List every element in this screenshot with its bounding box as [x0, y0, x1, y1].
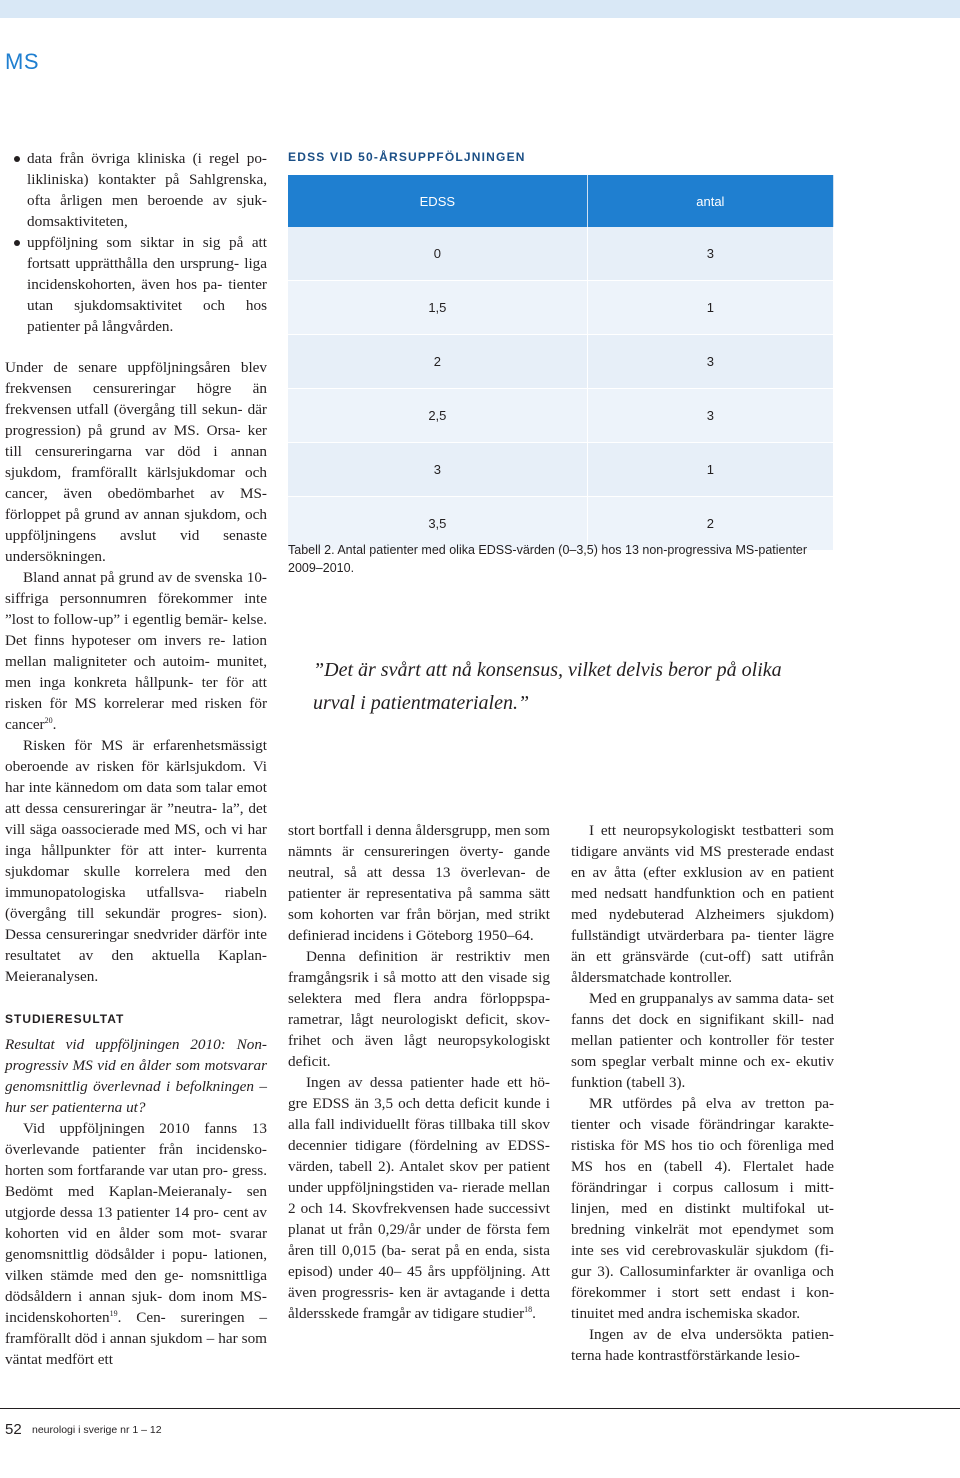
edss-value: 0 — [288, 227, 587, 281]
count-value: 3 — [587, 389, 833, 443]
paragraph-text: Ingen av dessa patienter hade ett hö- gre EDSS än 3,5 och detta deficit kunde i alla fall individuellt föras tillbaka till skov decennier tidigare (fördelning av EDSS-värden, tabell 2). Antalet skov per patient under uppföljningstiden va- rierade mellan 2 och 14. Skovfrekvensen hade successivt planat ut från 0,29/år under de första fem åren till 0,015 (ba- serat på en enda, sista episod) under 40– 45 års uppföljning. Att även progressris- ken är avtagande i detta åldersskede framgår av tidigare studier — [288, 1074, 550, 1322]
count-value: 3 — [587, 227, 833, 281]
bullet-text: data från övriga kliniska (i regel po- likliniska) kontakter på Sahlgrenska, ofta årligen men beroende av sjuk- domsaktiviteten, — [27, 150, 267, 230]
paragraph: Denna definition är restriktiv men framgångsrik i så motto att den visade sig selektera med flera andra förloppspa- rametrar, lågt neurologiskt deficit, skov- frihet och även lågt neuropsykologiskt deficit. — [288, 948, 550, 1070]
left-column — [5, 148, 267, 1370]
table-caption: Tabell 2. Antal patienter med olika EDSS-värden (0–3,5) hos 13 non-progressiva MS-patienter 2009–2010. — [288, 543, 808, 575]
reference-number: 19 — [109, 1308, 118, 1318]
paragraph: Under de senare uppföljningsåren blev frekvensen censureringar högre än frekvensen utfall (övergång till sekun- där progression) på grund av MS. Orsa- ker till censureringarna var död i annan sjukdom, framförallt kärlsjukdomar och cancer, även obedömbarhet av MS- förloppet på grund av annan sjukdom, och uppföljningens avslut vid senaste undersökningen. — [5, 359, 267, 565]
journal-name: neurologi i sverige nr 1 – 12 — [32, 1424, 162, 1436]
edss-value: 2,5 — [288, 389, 587, 443]
bullet-item — [5, 148, 267, 232]
bullet-icon — [14, 156, 20, 162]
reference-number: 18 — [524, 1304, 533, 1314]
footer-divider — [0, 1408, 960, 1409]
paragraph: stort bortfall i denna åldersgrupp, men som nämnts är censureringen överty- gande neutral, så att dessa 13 överlevan- de patienter är representativa på samma sätt som kohorten var från början, med strikt definierad incidens i Göteborg 1950–64. — [288, 822, 550, 944]
reference-number: 20 — [44, 715, 53, 725]
table-header-antal: antal — [587, 175, 833, 227]
edss-value: 3,5 — [288, 497, 587, 551]
bullet-item — [5, 232, 267, 337]
table-row — [288, 227, 834, 281]
table-row — [288, 389, 834, 443]
paragraph: MR utfördes på elva av tretton pa- tienter och visade förändringar karakte- ristiska för MS hos tio och förenliga med MS hos en (tabell 4). Flertalet hade förändringar i corpus callosum i mitt- linjen, med en distinkt multifokal ut- bredning vinkelrät mot ependymet som inte ses vid cerebrovaskulär sjukdom (fi- gur 3). Callosuminfarkter är ovanliga och förekommer i stort sett endast i kon- tinuitet med andra ischemiska skador. — [571, 1095, 834, 1322]
table-title: EDSS VID 50-ÅRSUPPFÖLJNINGEN — [288, 150, 526, 164]
page-number: 52 — [5, 1421, 22, 1438]
paragraph: Ingen av de elva undersökta patien- terna hade kontrastförstärkande lesio- — [571, 1326, 834, 1364]
paragraph: Risken för MS är erfarenhetsmässigt oberoende av risken för kärlsjukdom. Vi har inte kännedom om data som talar emot att dessa censureringar är ”neutra- la”, det vill säga oassocierade med MS, och vi har inga hållpunkter för att inter- kurrenta sjukdomar skulle korrelera med den immunopatologiska utfallsva- riabeln (övergång till sekundär progres- sion). Dessa censureringar snedvrider därför inte resultatet av den aktuella Kaplan-Meieranalysen. — [5, 737, 267, 985]
bullet-text: uppföljning som siktar in sig på att fortsatt upprätthålla den ursprung- liga incidenskohorten, även hos pa- tienter utan sjukdomsaktivitet och hos patienter på långvården. — [27, 234, 267, 335]
pull-quote: ”Det är svårt att nå konsensus, vilket delvis beror på olika urval i patientmaterialen.” — [313, 659, 782, 714]
paragraph-text: Vid uppföljningen 2010 fanns 13 överlevande patienter från incidensko- horten som fortfarande var utan pro- gress. Bedömt med Kaplan-Meieranaly- sen utgjorde dessa 13 patienter 14 pro- cent av kohorten vid en ålder som mot- svarar genomsnittlig dödsålder i popu- lationen, vilken stämde med den ge- nomsnittliga dödsåldern i annan sjuk- dom inom MS-incidenskohorten — [5, 1120, 267, 1326]
paragraph: Med en gruppanalys av samma data- set fanns det dock en signifikant skill- nad mellan patienter och kontroller för tester som speglar verbalt minne och ex- ekutiv funktion (tabell 3). — [571, 990, 834, 1091]
header-bar — [0, 0, 960, 18]
paragraph-end: . Cen- sureringen – framförallt död i annan sjukdom – har som väntat medfört ett — [5, 1309, 267, 1368]
count-value: 1 — [587, 443, 833, 497]
paragraph-text: Bland annat på grund av de svenska 10-siffriga personnumren förekommer inte ”lost to follow-up” i egentlig bemär- kelse. Det finns hypoteser om invers re- lation mellan maligniteter och autoim- munitet, men inga konkreta hållpunk- ter för att risken för MS korrelerar med risken för cancer — [5, 569, 267, 733]
lead-question: Resultat vid uppföljningen 2010: Non- progressiv MS vid en ålder som motsvarar genomsnittlig överlevnad i befolkningen – hur ser patienterna ut? — [5, 1036, 267, 1116]
table-row — [288, 335, 834, 389]
middle-column — [288, 820, 550, 1324]
edss-value: 3 — [288, 443, 587, 497]
count-value: 2 — [587, 497, 833, 551]
table-row — [288, 443, 834, 497]
paragraph: I ett neuropsykologiskt testbatteri som tidigare använts vid MS presterade endast en av åtta (efter exklusion av en patient med nedsatt handfunktion och en patient med nydebuterad Alzheimers sjukdom) fullständigt utvärderbara pa- tienter lägre än ett gränsvärde (cut-off) satt utifrån åldersmatchade kontroller. — [571, 822, 834, 986]
edss-value: 2 — [288, 335, 587, 389]
table-header-edss: EDSS — [288, 175, 587, 227]
bullet-icon — [14, 240, 20, 246]
table-row — [288, 281, 834, 335]
paragraph — [288, 1072, 550, 1324]
section-title: MS — [5, 49, 39, 74]
paragraph-end: . — [52, 716, 57, 733]
edss-table — [288, 175, 834, 551]
paragraph — [5, 1118, 267, 1370]
paragraph-end: . — [532, 1305, 536, 1322]
count-value: 1 — [587, 281, 833, 335]
edss-value: 1,5 — [288, 281, 587, 335]
paragraph — [5, 567, 267, 735]
right-column — [571, 820, 834, 1366]
section-heading: STUDIERESULTAT — [5, 1012, 125, 1026]
count-value: 3 — [587, 335, 833, 389]
table-header-row — [288, 175, 834, 227]
